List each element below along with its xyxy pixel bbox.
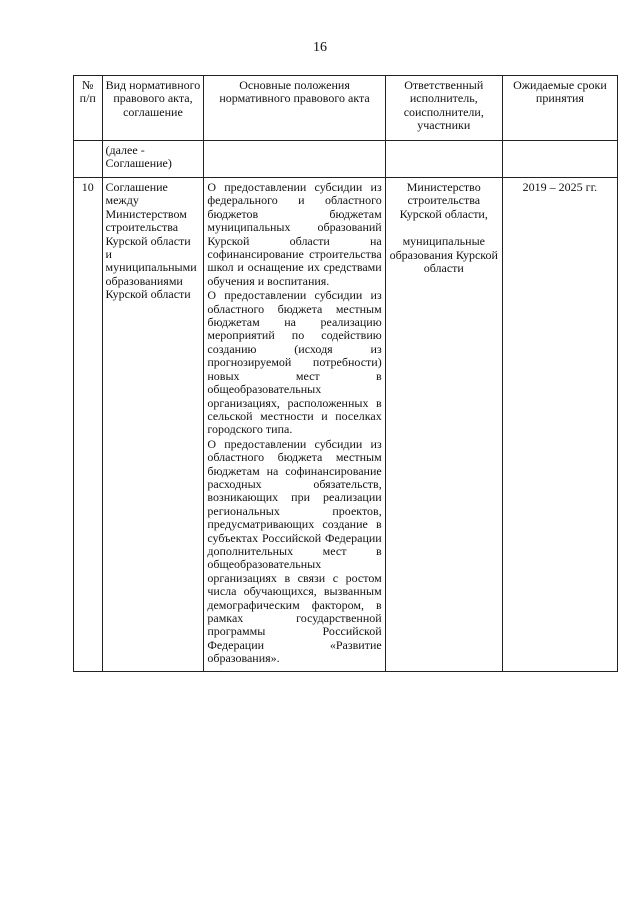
provision-paragraph: О предоставлении субсидии из областного бюджета местным бюджетам на реализацию мероприятий по содействию созданию (исходя из прогнозируемой потребности) новых мест в общеобразовательных организациях, расположенных в сельской местности и поселках городского типа.: [207, 288, 382, 437]
executor-main: Министерство строительства Курской области,: [399, 180, 488, 221]
act-type-line: строительства: [105, 220, 179, 235]
act-type-line: муниципальными: [105, 260, 197, 275]
act-type-line: между: [105, 193, 139, 208]
header-executor: Ответственный исполнитель, соисполнители, участники: [385, 76, 502, 141]
page-number: 16: [313, 40, 327, 55]
provision-paragraph: О предоставлении субсидии из областного бюджета местным бюджетам на софинансирование расходных обязательств, возникающих при реализации региональных проектов, предусматривающих создание в субъектах Российской Федерации дополнительных мест в общеобразовательных организациях в связи с ростом числа обучающихся, вызванным демографическим фактором, в рамках государственной программы Российской Федерации «Развитие образования».: [207, 436, 382, 666]
cell-row-number: 10: [74, 178, 103, 672]
cell-empty: [204, 141, 385, 178]
table-row-10: [74, 178, 618, 672]
cell-act-type: [102, 178, 204, 672]
act-type-line: Курской области: [105, 287, 191, 302]
cell-empty: [385, 141, 502, 178]
act-type-line: Соглашение: [105, 180, 168, 194]
cell-empty: [502, 141, 617, 178]
act-type-line: Курской области: [105, 233, 191, 248]
document-table: [73, 75, 618, 672]
header-deadline: Ожидаемые сроки принятия: [502, 76, 617, 141]
table-row-continuation: [74, 141, 618, 178]
header-provisions: Основные положения нормативного правового акта: [204, 76, 385, 141]
table-header-row: [74, 76, 618, 141]
act-type-line: Министерством: [105, 206, 187, 221]
cell-act-type-continued: (далее - Соглашение): [102, 141, 204, 178]
header-act-type: Вид нормативного правового акта, соглашение: [102, 76, 204, 141]
cell-executor: [385, 178, 502, 672]
executor-participants: муниципальные образования Курской области: [389, 234, 498, 276]
cell-deadline: 2019 – 2025 гг.: [502, 178, 617, 672]
cell-empty: [74, 141, 103, 178]
header-num: № п/п: [74, 76, 103, 141]
provision-paragraph: О предоставлении субсидии из федерального и областного бюджетов бюджетам муниципальных образований Курской области на софинансирование строительства школ и оснащение их средствами обучения и воспитания.: [207, 180, 382, 288]
cell-provisions: [204, 178, 385, 672]
act-type-line: образованиями: [105, 273, 183, 288]
act-type-line: и: [105, 247, 112, 262]
